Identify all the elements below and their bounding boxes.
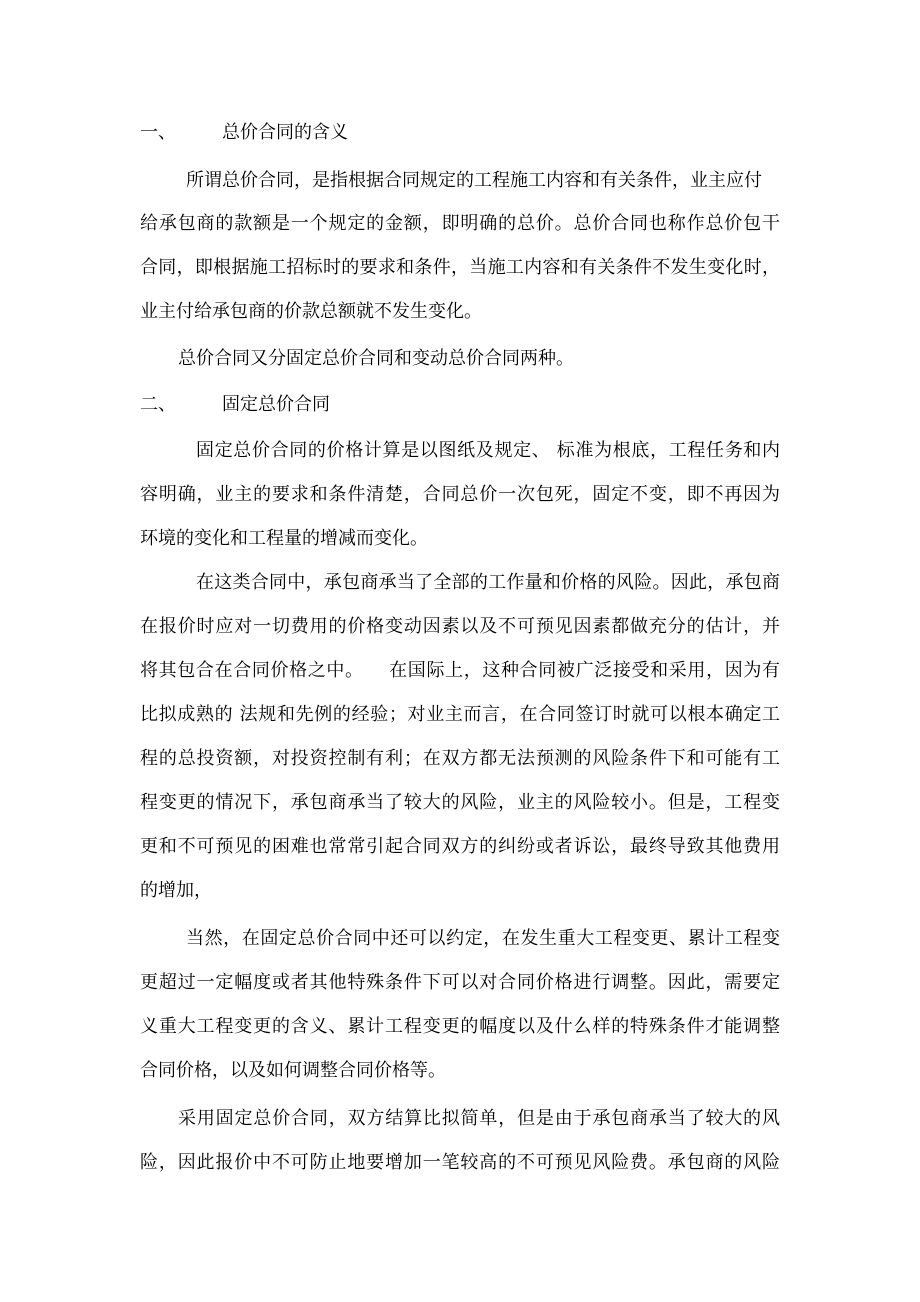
paragraph-line: 程变更的情况下，承包商承当了较大的风险，业主的风险较小。但是，工程变: [140, 792, 780, 813]
section-number: 一、: [140, 122, 176, 143]
paragraph-line: 程的总投资额，对投资控制有利；在双方都无法预测的风险条件下和可能有工: [140, 748, 780, 769]
paragraph-line: 给承包商的款额是一个规定的金额，即明确的总价。总价合同也称作总价包干: [140, 213, 780, 234]
paragraph-line: 容明确，业主的要求和条件清楚，合同总价一次包死，固定不变，即不再因为: [140, 484, 780, 505]
section-title: 固定总价合同: [222, 394, 330, 415]
paragraph-line: 在这类合同中，承包商承当了全部的工作量和价格的风险。因此，承包商: [196, 572, 780, 593]
section-title: 总价合同的含义: [222, 122, 348, 143]
paragraph-line: 所谓总价合同，是指根据合同规定的工程施工内容和有关条件，业主应付: [186, 170, 762, 191]
paragraph-line: 合同，即根据施工招标时的要求和条件，当施工内容和有关条件不发生变化时，: [140, 257, 780, 278]
paragraph-line: 将其包合在合同价格之中。 在国际上，这种合同被广泛接受和采用，因为有: [140, 660, 780, 681]
paragraph-line: 当然，在固定总价合同中还可以约定，在发生重大工程变更、累计工程变: [186, 928, 780, 949]
section-heading-2: [140, 395, 330, 415]
paragraph-line: 险，因此报价中不可防止地要增加一笔较高的不可预见风险费。承包商的风险: [140, 1152, 780, 1173]
paragraph-line: 采用固定总价合同，双方结算比拟简单，但是由于承包商承当了较大的风: [178, 1108, 780, 1129]
paragraph-line: 义重大工程变更的含义、累计工程变更的幅度以及什么样的特殊条件才能调整: [140, 1016, 780, 1037]
paragraph-line: 的增加，: [140, 880, 212, 901]
paragraph-line: 在报价时应对一切费用的价格变动因素以及不可预见因素都做充分的估计，并: [140, 616, 780, 637]
paragraph-line: 固定总价合同的价格计算是以图纸及规定、 标准为根底，工程任务和内: [196, 440, 780, 461]
paragraph-line: 总价合同又分固定总价合同和变动总价合同两种。: [178, 348, 574, 369]
section-heading-1: [140, 123, 348, 143]
paragraph-line: 更和不可预见的困难也常常引起合同双方的纠纷或者诉讼，最终导致其他费用: [140, 836, 780, 857]
paragraph-line: 比拟成熟的 法规和先例的经验；对业主而言，在合同签订时就可以根本确定工: [140, 704, 780, 725]
paragraph-line: 合同价格，以及如何调整合同价格等。: [140, 1060, 446, 1081]
section-number: 二、: [140, 394, 176, 415]
paragraph-line: 更超过一定幅度或者其他特殊条件下可以对合同价格进行调整。因此，需要定: [140, 972, 780, 993]
paragraph-line: 环境的变化和工程量的增减而变化。: [140, 528, 428, 549]
paragraph-line: 业主付给承包商的价款总额就不发生变化。: [140, 301, 482, 322]
